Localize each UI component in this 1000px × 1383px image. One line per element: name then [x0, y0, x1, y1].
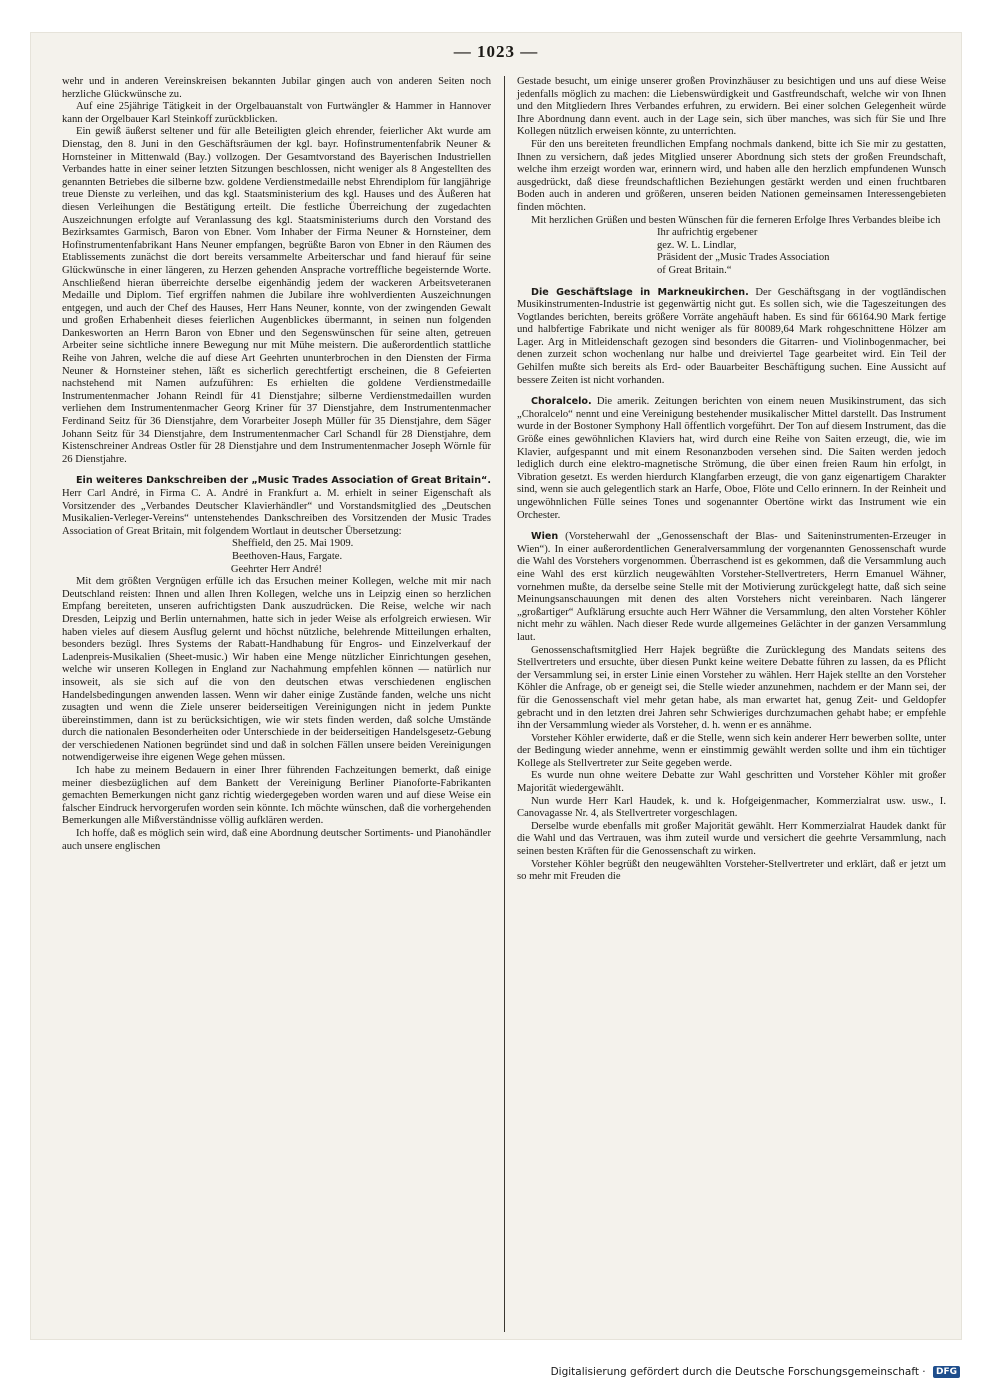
paragraph-text: (Vorsteherwahl der „Genossenschaft der Blas- und Saiteninstrumenten-Erzeuger in Wien“). In einer außerordentlichen Generalversammlung der vorgenannten Genossenschaft wurde die Wahl des Vorstehers vorgenommen. Überraschend ist es gekommen, daß die Versammlung auch eine Wahl des erst kürzlich neugewählten Vorsteher-Stellvertreters, Herrn Emanuel Wähner, vornehmen mußte, da derselbe seine Stelle mit der Motivierung zurückgelegt hatte, daß sich seine Meinungsanschauungen mit denen des alten Vorstehers nicht vereinbaren. Nach längerer „großartiger“ Aufklärung ersuchte auch Herr Wähner die Versammlung, den alten Vorsteher Köhler nicht mehr zu wählen. Nach dieser Rede wurde allgemeines Gelächter in der ganzen Versammlung laut. [517, 531, 946, 643]
newspaper-page [30, 32, 962, 1340]
paragraph-text: Gestade besucht, um einige unserer großen Provinzhäuser zu besichtigen und uns auf diese Weise jedenfalls möglich zu machen: die Liebenswürdigkeit und Gastfreundschaft, welche wir von Ihnen und den Mitgliedern Ihres Verbandes erfuhren, zu erwidern. Bei einer solchen Gelegenheit würde Ihre Abordnung dann event. auch in der Lage sein, sich über manches, was sich für Sie und Ihre Kollegen nützlich erweisen könnte, zu unterrichten. [517, 76, 946, 138]
paragraph-text: Der Geschäftsgang in der vogtländischen Musikinstrumenten-Industrie ist gegenwärtig nicht gut. Es sollen sich, wie die Tageszeitungen des Vogtlandes berichten, bereits größere Vorräte angehäuft haben. Es sind für 66164.90 Mark fertige und halbfertige Fabrikate und nicht weniger als für 80089,64 Mark rohgeschnittene Hölzer am Lager. Arg in Mitleidenschaft gezogen sind besonders die Gitarren- und Violinbogenmacher, bei denen zurzeit schon wochenlang nur halbe und dreiviertel Tage gearbeitet wird. Ein Teil der Gehilfen mußte sich bereits als Erd- oder Bauarbeiter Beschäftigung suchen. Eine Aussicht auf bessere Zeiten ist nicht vorhanden. [517, 286, 946, 386]
paragraph-text: Sheffield, den 25. Mai 1909. [232, 538, 354, 550]
paragraph-text: Mit herzlichen Grüßen und besten Wünschen für die ferneren Erfolge Ihres Verbandes bleibe ich [531, 214, 941, 226]
right-paragraph [517, 215, 946, 228]
article-heading: Die Geschäftslage in Markneukirchen. [531, 286, 749, 298]
paragraph-text: Geehrter Herr André! [230, 563, 323, 575]
right-paragraph [517, 240, 946, 253]
left-paragraph [62, 126, 491, 466]
right-paragraph [517, 265, 946, 278]
right-paragraph [517, 645, 946, 733]
left-paragraph [62, 475, 491, 538]
left-paragraph [62, 101, 491, 126]
left-paragraph [62, 564, 491, 577]
right-paragraph [517, 859, 946, 884]
paragraph-text: of Great Britain.“ [657, 264, 732, 276]
footer-credit [551, 1366, 960, 1378]
paragraph-text: gez. W. L. Lindlar, [657, 239, 737, 251]
paragraph-text: Ich habe zu meinem Bedauern in einer Ihrer führenden Fachzeitungen bemerkt, daß einige meiner diesbezüglichen auf dem Bankett der Vereinigung Berliner Pianoforte-Fabrikanten gemachten Bemerkungen nicht ganz richtig wiedergegeben worden waren und auf diese Weise ein falscher Eindruck hervorgerufen worden sein könnte. Ich möchte wünschen, daß die vorhergehenden Bemerkungen alle Mißverständnisse völlig aufklären werden. [62, 765, 491, 827]
right-column [517, 76, 946, 884]
left-paragraph [62, 538, 491, 551]
right-paragraph [517, 252, 946, 265]
paragraph-text: Ich hoffe, daß es möglich sein wird, daß eine Abordnung deutscher Sortiments- und Pianohändler auch unsere englischen [62, 828, 491, 852]
paragraph-text: Die amerik. Zeitungen berichten von einem neuen Musikinstrument, das sich „Choralcelo“ nennt und eine Vereinigung bestehender musikalischer Mittel darstellt. Das Instrument wurde in der Bostoner Symphony Hall öffentlich vorgeführt. Der Ton auf diesem Instrument, das die Größe eines gewöhnlichen Klaviers hat, wird durch eine Reihe von Saiten erzeugt, die, wie im Klavier, aufgespannt und mit einem Resonanzboden versehen sind. Die Saiten werden jedoch lediglich durch eine elektro-magnetische Strömung, die über einen freien Raum hin erfolgt, in Vibration gesetzt. Es werden hierdurch Klangfarben erzeugt, die von ganz eigenartigem Charakter sind, wenn sie auch gelegentlich stark an Harfe, Oboe, Flöte und Cello erinnern. In der Reinheit und ungewöhnlichen Fülle seines Tones und sogenannter Obertöne wirkt das Instrument wie ein Orchester. [517, 396, 946, 521]
right-paragraph [517, 733, 946, 771]
article-heading: Choralcelo. [531, 396, 592, 408]
right-paragraph [517, 796, 946, 821]
left-paragraph [62, 828, 491, 853]
dfg-logo: DFG [933, 1366, 960, 1378]
right-paragraph [517, 139, 946, 215]
paragraph-text: Ihr aufrichtig ergebener [657, 227, 758, 239]
article-heading: Ein weiteres Dankschreiben der „Music Trades Association of Great Britain“. [76, 475, 491, 487]
left-paragraph [62, 576, 491, 765]
left-paragraph [62, 76, 491, 101]
left-paragraph [62, 765, 491, 828]
right-paragraph [517, 770, 946, 795]
paragraph-text: Es wurde nun ohne weitere Debatte zur Wahl geschritten und Vorsteher Köhler mit großer Majorität wiedergewählt. [517, 770, 946, 795]
right-paragraph [517, 531, 946, 644]
paragraph-text: Vorsteher Köhler begrüßt den neugewählten Vorsteher-Stellvertreter und erklärt, daß er jetzt um so mehr mit Freuden die [517, 858, 946, 883]
paragraph-text: Herr Carl André, in Firma C. A. André in Frankfurt a. M. erhielt in seiner Eigenschaft als Vorsitzender des „Verbandes Deutscher Klavierhändler“ und Vorstandsmitglied des „Deutschen Musikalien-Verleger-Vereins“ untenstehendes Dankschreiben des Vorsitzenden der Music Trades Association of Great Britain, mit folgendem Wortlaut in deutscher Übersetzung: [62, 488, 491, 537]
footer [0, 1364, 1000, 1383]
paragraph-text: wehr und in anderen Vereinskreisen bekannten Jubilar gingen auch von anderen Seiten noch herzliche Glückwünsche zu. [62, 76, 491, 100]
column-divider [504, 76, 505, 1332]
paragraph-text: Mit dem größten Vergnügen erfülle ich das Ersuchen meiner Kollegen, welche mit mir nach Deutschland reisten: Ihnen und allen Ihren Kollegen, welche uns in Leipzig einen so herzlichen Empfang bereiteten, unseren aufrichtigsten Dank auszudrücken. Die Reise, welche wir nach Dresden, Leipzig und Berlin unternahmen, hatte sich in jeder Weise als erfolgreich erwiesen. Wir haben vieles auf diesem Ausflug gelernt und höchst nützliche, belehrende Mitteilungen erhalten, besonders bezügl. Ihres Systems der Rabatt-Handhabung für Engros- und Einzelverkauf der Ladenpreis-Musikalien (Sheet-music.) Wir haben eine Menge nützlicher Einrichtungen gesehen, welche wir unseren Kollegen in England zur Nachahmung empfehlen können — natürlich nur insoweit, als sie sich auf die von den deutschen etwas verschiedenen englischen Handelsbedingungen anwenden lassen. Wenn wir daher einige Zustände fanden, welche uns nicht zusagten und wenn die Ziele unserer beiderseitigen Vereinigungen nicht in jedem Punkte übereinstimmen, dann ist zu berücksichtigen, wie wir stets finden werden, daß solche Umstände durch die nationalen Besonderheiten oder Unterschiede in der beiderseitigen Handelsgesetz-Gebung der verschiedenen Nationen begründet sind und daß in solchen Fällen unsere beiden Vereinigungen notwendigerweise ihre eigenen Wege gehen müssen. [62, 576, 491, 764]
article-heading: Wien [531, 531, 559, 543]
paragraph-text: Für den uns bereiteten freundlichen Empfang nochmals dankend, bitte ich Sie mir zu gestatten, Ihnen zu versichern, daß jedes Mitglied unserer Abordnung sich stets der großen Freundschaft, welche ihm erzeigt worden war, erinnern wird, und haben alle den herzlich empfundenen Wunsch ausgedrückt, daß diese freundschaftlichen Beziehungen gestärkt werden und einen fruchtbaren Boden auch in anderen und größeren, unseren beiden Nationen gemeinsamen Interessengebieten finden möchten. [517, 138, 946, 213]
paragraph-text: Derselbe wurde ebenfalls mit großer Majorität gewählt. Herr Kommerzialrat Haudek dankt für die Wahl und das Vertrauen, was ihm zuteil wurde und versichert die geehrte Versammlung, nach seinen besten Kräften für die Genossenschaft zu wirken. [517, 820, 946, 858]
paragraph-text: Präsident der „Music Trades Association [657, 252, 830, 264]
right-paragraph [517, 227, 946, 240]
left-column [62, 76, 491, 853]
paragraph-text: Beethoven-Haus, Fargate. [232, 550, 343, 562]
paragraph-text: Genossenschaftsmitglied Herr Hajek begrüßte die Zurücklegung des Mandats seitens des Stellvertreters und ersuchte, über diesen Punkt keine weitere Debatte führen zu lassen, da es Pflicht der Versammlung sei, in erster Linie einen Vorsteher zu wählen. Herr Hajek stellte an den Vorsteher Köhler die Anfrage, ob er geneigt sei, die Stelle wieder anzunehmen, nachdem er der Mann sei, der für die Genossenschaft viel mehr getan habe, als man erwartet hat, genug Zeit- und Geldopfer gebracht und in den letzten drei Jahren sehr Schwieriges durchzumachen gehabt habe; er empfehle ihn der Versammlung wieder als Vorsteher, d. h. wenn er es annähme. [517, 644, 946, 732]
paragraph-text: Ein gewiß äußerst seltener und für alle Beteiligten gleich ehrender, feierlicher Akt wurde am Dienstag, den 8. Juni in den Geschäftsräumen der kgl. bayr. Hofinstrumentenfabrik Neuner & Hornsteiner in Mittenwald (Bay.) vollzogen. Der Gesamtvorstand des Bayerischen Industriellen Verbandes hatte in einer seiner letzten Sitzungen beschlossen, nicht weniger als 8 Angestellten des genannten Betriebes die silberne bzw. goldene Verdienstmedaille nebst Ehrendiplom für langjährige treue Dienste zu verleihen, und das kgl. Staatsministerium des kgl. Hauses und des Äußeren hat diesen Verleihungen die Bestätigung erteilt. Die festliche Überreichung der zugedachten Auszeichnungen erfolgte auf Veranlassung des kgl. Staatsministeriums durch den Vorstand des Bezirksamtes Garmisch, Baron von Ebner. Vom Inhaber der Firma Neuner & Hornsteiner, dem Hofinstrumentenfabrikant Hans Neuner empfangen, begrüßte Baron von Ebner in den Räumen des Etablissements zunächst die dort bereits versammelte Arbeiterschar und fand hierauf für seine Glückwünsche in einer längeren, zu Herzen gehenden Ansprache vortreffliche begeisternde Worte. Anschließend hieran überreichte derselbe eigenhändig jedem der wackeren Arbeitsveteranen Medaille und Diplom. Tief ergriffen nahmen die Jubilare ihre wohlverdienten Auszeichnungen entgegen, und auch der Chef des Hauses, Herr Hans Neuner, konnte, von der zwingenden Gewalt und großen Erhabenheit dieses feierlichen Augenblickes übermannt, in seinen nun folgenden Dankesworten an Herrn Baron von Ebner und den Segenswünschen für seine alten, getreuen Arbeiter seine sichtliche innere Bewegung nur mit Mühe meistern. Die außerordentlich stattliche Reihe von Jahren, welche die auf diese Art Geehrten ununterbrochen in den Diensten der Firma Neuner & Hornsteiner stehen, läßt es sicherlich gerechtfertigt erscheinen, die 8 Gefeierten nachstehend mit Namen aufzuführen: Es erhielten die goldene Verdienstmedaille Instrumentenmacher Johann Reindl für 41 Dienstjahre; silberne Verdienstmedaillen wurden verliehen dem Instrumentenmacher Georg Kriner für 37 Dienstjahre, dem Instrumentenmacher Ferdinand Seitz für 36 Dienstjahre, dem Vorarbeiter Joseph Müller für 35 Dienstjahre, dem Säger Johann Seitz für 34 Dienstjahre, dem Instrumentenmacher Carl Schandl für 28 Dienstjahre, dem Kistenschreiner Andreas Ostler für 28 Dienstjahre und dem Instrumentenmacher Joseph Wörnle für 26 Dienstjahre. [62, 126, 491, 465]
footer-credit-text: Digitalisierung gefördert durch die Deutsche Forschungsgemeinschaft · [550, 1366, 926, 1378]
right-paragraph [517, 821, 946, 859]
left-paragraph [62, 551, 491, 564]
right-paragraph [517, 396, 946, 522]
paragraph-text: Vorsteher Köhler erwiderte, daß er die Stelle, wenn sich kein anderer Herr bewerben sollte, unter der Bedingung wieder annehme, wenn er einstimmig gewählt werden sollte und ihm ein tüchtiger Kollege als Stellvertreter zur Seite gegeben werde. [517, 732, 946, 769]
paragraph-text: Auf eine 25jährige Tätigkeit in der Orgelbauanstalt von Furtwängler & Hammer in Hannover kann der Orgelbauer Karl Steinkoff zurückblicken. [62, 101, 491, 125]
page-number: — 1023 — [453, 42, 539, 61]
paragraph-text: Nun wurde Herr Karl Haudek, k. und k. Hofgeigenmacher, Kommerzialrat usw. usw., I. Canovagasse Nr. 4, als Stellvertreter vorgeschlagen. [517, 795, 946, 820]
right-paragraph [517, 287, 946, 388]
right-paragraph [517, 76, 946, 139]
